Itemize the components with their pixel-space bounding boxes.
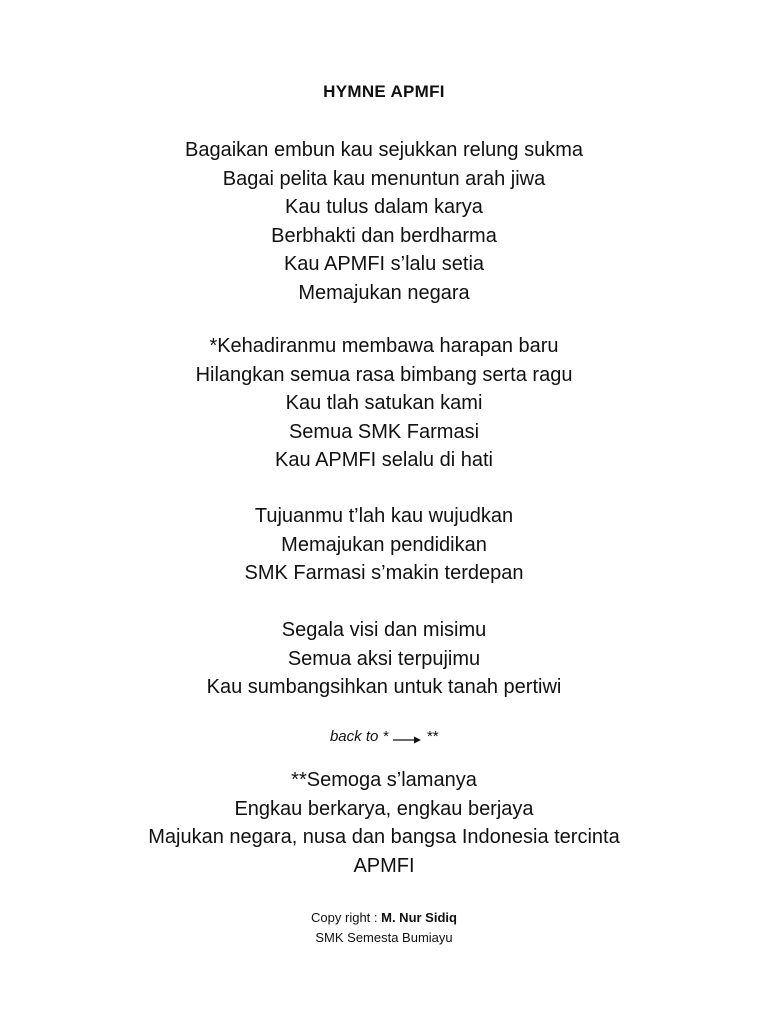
repeat-suffix: **	[426, 728, 439, 745]
lyric-line: Tujuanmu t’lah kau wujudkan	[254, 505, 514, 527]
stanza-3	[0, 502, 768, 588]
lyric-line: Bagaikan embun kau sejukkan relung sukma	[184, 139, 584, 161]
arrow-right-icon	[392, 732, 422, 742]
repeat-instruction	[0, 728, 768, 745]
lyric-line: Berbhakti dan berdharma	[271, 224, 497, 247]
lyric-line: Kau APMFI s’lalu setia	[283, 253, 485, 275]
author-name: M. Nur Sidiq	[381, 910, 457, 925]
lyric-line: *Kehadiranmu membawa harapan baru	[209, 335, 559, 357]
lyric-line: Engkau berkarya, engkau berjaya	[234, 797, 534, 820]
lyric-line: Segala visi dan misimu	[281, 619, 487, 641]
credits	[0, 908, 768, 948]
stanza-4	[0, 616, 768, 702]
lyric-line: Kau sumbangsihkan untuk tanah pertiwi	[206, 676, 562, 698]
lyric-line: Semua aksi terpujimu	[287, 647, 481, 670]
lyric-line: APMFI	[353, 854, 415, 877]
stanza-5-ending	[0, 766, 768, 880]
copyright-line	[0, 908, 768, 928]
lyric-line: Semua SMK Farmasi	[288, 420, 480, 443]
lyric-line: Memajukan pendidikan	[281, 533, 487, 556]
lyric-line: Hilangkan semua rasa bimbang serta ragu	[195, 363, 573, 386]
repeat-prefix: back to *	[329, 728, 389, 745]
stanza-2-chorus-start	[0, 332, 768, 475]
lyric-line: SMK Farmasi s’makin terdepan	[244, 562, 524, 584]
lyric-line: Memajukan negara	[298, 281, 470, 304]
lyric-line: Kau tlah satukan kami	[285, 392, 483, 414]
lyric-line: Bagai pelita kau menuntun arah jiwa	[222, 167, 546, 190]
stanza-1	[0, 136, 768, 307]
lyric-line: Kau tulus dalam karya	[285, 196, 483, 218]
copyright-label: Copy right :	[311, 910, 382, 925]
lyric-line: **Semoga s’lamanya	[291, 769, 477, 791]
lyric-line: Kau APMFI selalu di hati	[275, 449, 493, 471]
school-name: SMK Semesta Bumiayu	[315, 930, 453, 945]
song-title: HYMNE APMFI	[323, 82, 445, 101]
lyric-line: Majukan negara, nusa dan bangsa Indonesia tercinta	[148, 826, 620, 848]
